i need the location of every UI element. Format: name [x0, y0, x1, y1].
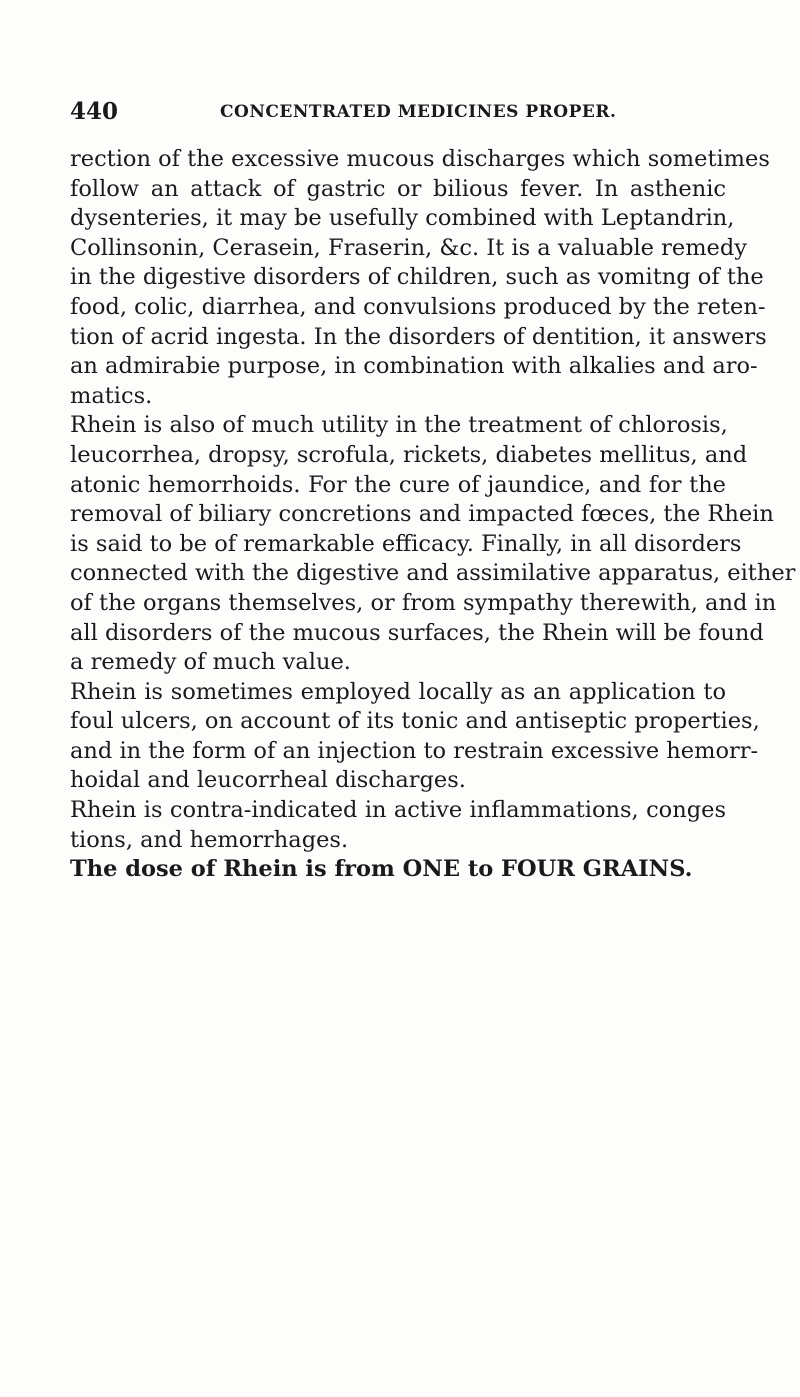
text-line: atonic hemorrhoids. For the cure of jaundice, and for the — [70, 471, 726, 498]
text-line: Rhein is also of much utility in the treatment of chlorosis, — [70, 412, 728, 439]
page-number: 440 — [70, 98, 119, 125]
text-line: connected with the digestive and assimilative apparatus, either — [70, 560, 796, 587]
text-line: an admirabie purpose, in combination with alkalies and aro- — [70, 353, 758, 380]
text-line: leucorrhea, dropsy, scrofula, rickets, diabetes mellitus, and — [70, 441, 748, 468]
text-line: foul ulcers, on account of its tonic and antiseptic properties, — [70, 708, 760, 735]
text-line: rection of the excessive mucous discharges which sometimes — [70, 146, 770, 172]
text-line: tion of acrid ingesta. In the disorders of dentition, it answers — [70, 323, 767, 350]
text-line: hoidal and leucorrheal discharges. — [70, 767, 466, 794]
running-title: CONCENTRATED MEDICINES PROPER. — [220, 102, 617, 122]
text-line: dysenteries, it may be usefully combined with Leptandrin, — [70, 205, 735, 232]
text-line: Collinsonin, Cerasein, Fraserin, &c. It is a valuable remedy — [70, 234, 747, 261]
text-line: and in the form of an injection to restrain excessive hemorr- — [70, 737, 759, 764]
text-line: tions, and hemorrhages. — [70, 826, 349, 853]
text-line: a remedy of much value. — [70, 649, 351, 676]
text-line: all disorders of the mucous surfaces, the Rhein will be found — [70, 619, 764, 646]
dose-line: The dose of Rhein is from ONE to FOUR GRAINS. — [70, 856, 693, 883]
text-line: matics. — [70, 382, 153, 409]
text-line: Rhein is contra-indicated in active inflammations, conges — [70, 797, 726, 824]
body-text — [70, 145, 796, 885]
text-line: is said to be of remarkable efficacy. Finally, in all disorders — [70, 530, 742, 557]
text-line: food, colic, diarrhea, and convulsions produced by the reten- — [70, 293, 766, 320]
text-line: in the digestive disorders of children, such as vomitng of the — [70, 264, 764, 291]
text-line: of the organs themselves, or from sympathy therewith, and in — [70, 589, 777, 616]
text-line: Rhein is sometimes employed locally as an application to — [70, 678, 726, 705]
text-line: follow an attack of gastric or bilious fever. In asthenic — [70, 175, 726, 202]
text-line: removal of biliary concretions and impacted fœces, the Rhein — [70, 501, 774, 528]
running-header — [70, 98, 750, 130]
